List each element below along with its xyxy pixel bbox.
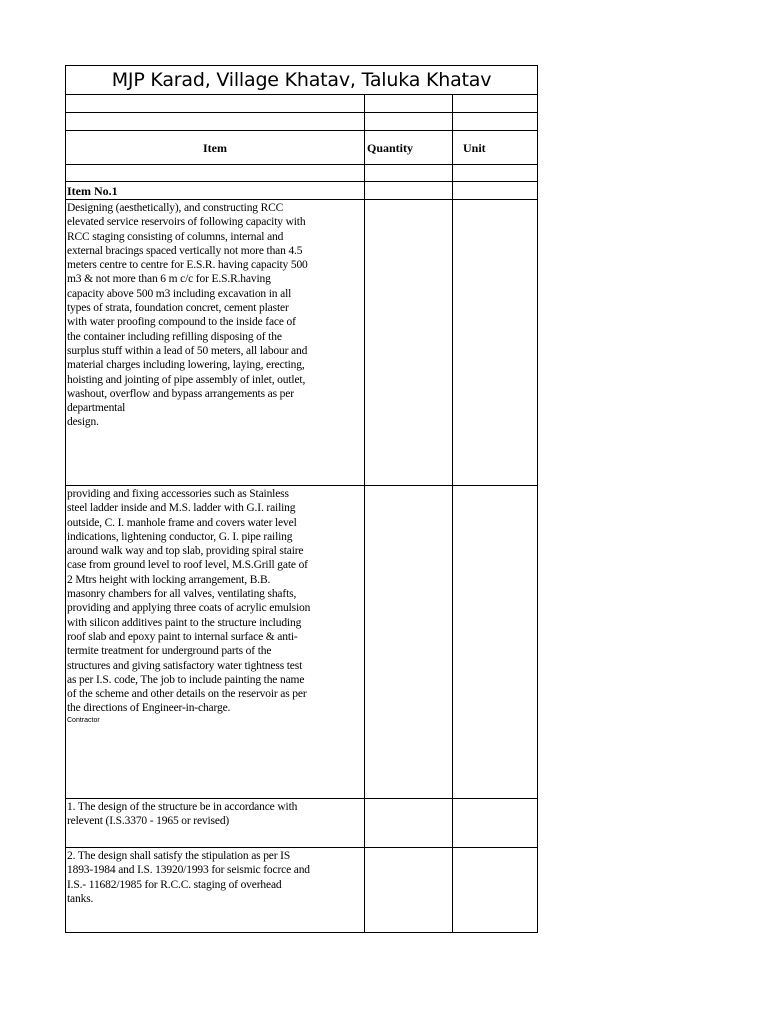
- description-row: [66, 200, 537, 486]
- quantity-cell: [364, 486, 452, 798]
- quantity-cell: [364, 799, 452, 847]
- item-description-design: Designing (aesthetically), and constructing RCC elevated service reservoirs of following capacity with RCC staging consisting of columns, internal and external bracings spaced vertically not more than 4.5 meters centre to centre for E.S.R. having capacity 500 m3 & not more than 6 m c/c for E.S.R.having capacity above 500 m3 including excavation in all types of strata, foundation concret, cement plaster with water proofing compound to the inside face of the container including refilling disposing of the surplus stuff within a lead of 50 meters, all labour and material charges including lowering, laying, erecting, hoisting and jointing of pipe assembly of inlet, outlet, washout, overflow and bypass arrangements as per departmental design.: [67, 202, 308, 429]
- unit-cell: [452, 848, 537, 932]
- spreadsheet-table: [65, 65, 538, 933]
- header-quantity: Quantity: [364, 131, 452, 164]
- item-cell: [66, 165, 364, 181]
- quantity-cell: [364, 113, 452, 130]
- header-row: [66, 131, 537, 165]
- unit-cell: [452, 200, 537, 485]
- design-condition-2: 2. The design shall satisfy the stipulation as per IS 1893-1984 and I.S. 13920/1993 for seismic focrce and I.S.- 11682/1985 for R.C.C. staging of overhead tanks.: [67, 850, 310, 905]
- sheet-title: MJP Karad, Village Khatav, Taluka Khatav: [66, 66, 537, 95]
- empty-row: [66, 165, 537, 182]
- item-cell: [66, 486, 364, 798]
- empty-row: [66, 113, 537, 131]
- item-number: Item No.1: [67, 184, 118, 198]
- item-description-accessories: providing and fixing accessories such as Stainless steel ladder inside and M.S. ladder with G.I. railing outside, C. I. manhole frame and covers water level indications, lightening conductor, G. I. pipe railing around walk way and top slab, providing spiral staire case from ground level to roof level, M.S.Grill gate of 2 Mtrs height with locking arrangement, B.B. masonry chambers for all valves, ventilating shafts, providing and applying three coats of acrylic emulsion with silicon additives paint to the structure including roof slab and epoxy paint to internal surface & anti- termite treatment for underground parts of the structures and giving satisfactory water tightness test as per I.S. code, The job to include painting the name of the scheme and other details on the reservoir as per the directions of Engineer-in-charge.: [67, 488, 311, 715]
- quantity-cell: [364, 200, 452, 485]
- item-number-row: [66, 182, 537, 200]
- unit-cell: [452, 486, 537, 798]
- contractor-note: Contractor: [67, 716, 100, 724]
- design-condition-1: 1. The design of the structure be in accordance with relevent (I.S.3370 - 1965 or revised): [67, 801, 298, 828]
- condition-row: [66, 799, 537, 848]
- quantity-cell: [364, 848, 452, 932]
- quantity-cell: [364, 95, 452, 112]
- unit-cell: [452, 95, 537, 112]
- accessories-row: [66, 486, 537, 799]
- condition-row: [66, 848, 537, 932]
- item-cell: [66, 95, 364, 112]
- unit-cell: [452, 113, 537, 130]
- unit-cell: [452, 165, 537, 181]
- quantity-cell: [364, 182, 452, 199]
- header-item: Item: [203, 141, 227, 155]
- unit-cell: [452, 182, 537, 199]
- unit-cell: [452, 799, 537, 847]
- header-unit: Unit: [452, 131, 537, 164]
- quantity-cell: [364, 165, 452, 181]
- empty-row: [66, 95, 537, 113]
- item-cell: [66, 113, 364, 130]
